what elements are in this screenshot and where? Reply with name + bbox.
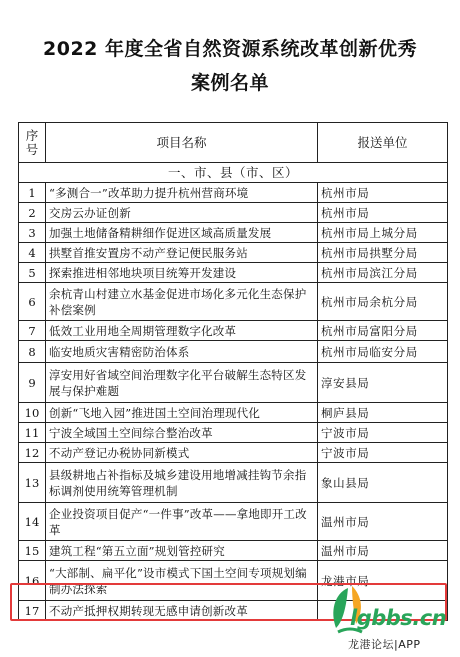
reporting-unit: 杭州市局滨江分局 <box>318 263 448 283</box>
project-name: 不动产登记办税协同新模式 <box>46 443 318 463</box>
section-label: 一、市、县（市、区） <box>19 163 448 183</box>
table-row <box>19 183 448 203</box>
table-row <box>19 321 448 341</box>
project-name: 企业投资项目促产“一件事”改革——拿地即开工改革 <box>46 503 318 541</box>
project-name: 创新“飞地入园”推进国土空间治理现代化 <box>46 403 318 423</box>
reporting-unit: 温州市局 <box>318 541 448 561</box>
project-name: 交房云办证创新 <box>46 203 318 223</box>
table-row <box>19 443 448 463</box>
row-number: 5 <box>19 263 46 283</box>
project-name: 余杭青山村建立水基金促进市场化多元化生态保护补偿案例 <box>46 283 318 321</box>
project-name: “大部制、扁平化”设市模式下国土空间专项规划编制办法探索 <box>46 561 318 601</box>
project-name: 加强土地储备精耕细作促进区域高质量发展 <box>46 223 318 243</box>
reporting-unit: 宁波市局 <box>318 423 448 443</box>
reporting-unit: 杭州市局临安分局 <box>318 341 448 363</box>
document-title-line-1: 2022 年度全省自然资源系统改革创新优秀 <box>43 38 417 60</box>
row-number: 4 <box>19 243 46 263</box>
reporting-unit: 象山县局 <box>318 463 448 503</box>
table-body <box>19 163 448 621</box>
project-name: “多测合一”改革助力提升杭州营商环境 <box>46 183 318 203</box>
reporting-unit: 杭州市局富阳分局 <box>318 321 448 341</box>
table-row <box>19 463 448 503</box>
watermark-site-text: lgbbs.cn <box>350 606 447 630</box>
table-row <box>19 223 448 243</box>
table-row <box>19 363 448 403</box>
table-row <box>19 541 448 561</box>
row-number: 10 <box>19 403 46 423</box>
row-number: 11 <box>19 423 46 443</box>
reporting-unit: 杭州市局上城分局 <box>318 223 448 243</box>
document-title-line-2: 案例名单 <box>190 72 269 94</box>
header-unit: 报送单位 <box>318 123 448 163</box>
row-number: 17 <box>19 601 46 621</box>
row-number: 15 <box>19 541 46 561</box>
watermark <box>328 584 458 656</box>
table-row <box>19 403 448 423</box>
reporting-unit: 杭州市局余杭分局 <box>318 283 448 321</box>
table-row <box>19 283 448 321</box>
row-number: 1 <box>19 183 46 203</box>
project-name: 县级耕地占补指标及城乡建设用地增减挂钩节余指标调剂使用统筹管理机制 <box>46 463 318 503</box>
project-name: 淳安用好省域空间治理数字化平台破解生态特区发展与保护难题 <box>46 363 318 403</box>
row-number: 9 <box>19 363 46 403</box>
row-number: 13 <box>19 463 46 503</box>
watermark-subtitle: 龙港论坛|APP <box>348 638 421 651</box>
reporting-unit: 温州市局 <box>318 503 448 541</box>
case-list-table <box>18 122 448 621</box>
reporting-unit: 杭州市局 <box>318 203 448 223</box>
row-number: 14 <box>19 503 46 541</box>
row-number: 3 <box>19 223 46 243</box>
table-row <box>19 263 448 283</box>
table-row <box>19 203 448 223</box>
table-row <box>19 243 448 263</box>
row-number: 6 <box>19 283 46 321</box>
project-name: 不动产抵押权期转现无感申请创新改革 <box>46 601 318 621</box>
row-number: 8 <box>19 341 46 363</box>
reporting-unit: 宁波市局 <box>318 443 448 463</box>
reporting-unit: 桐庐县局 <box>318 403 448 423</box>
table-row <box>19 423 448 443</box>
header-no: 序号 <box>19 123 46 163</box>
project-name: 宁波全域国土空间综合整治改革 <box>46 423 318 443</box>
reporting-unit: 杭州市局拱墅分局 <box>318 243 448 263</box>
row-number: 7 <box>19 321 46 341</box>
project-name: 临安地质灾害精密防治体系 <box>46 341 318 363</box>
project-name: 建筑工程“第五立面”规划管控研究 <box>46 541 318 561</box>
table-row <box>19 341 448 363</box>
reporting-unit: 杭州市局 <box>318 183 448 203</box>
project-name: 探索推进相邻地块项目统筹开发建设 <box>46 263 318 283</box>
table-header-row <box>19 123 448 163</box>
header-name: 项目名称 <box>46 123 318 163</box>
reporting-unit: 龙港市局 <box>318 561 448 601</box>
row-number: 2 <box>19 203 46 223</box>
table-row <box>19 503 448 541</box>
project-name: 拱墅首推安置房不动产登记便民服务站 <box>46 243 318 263</box>
row-number: 16 <box>19 561 46 601</box>
section-row <box>19 163 448 183</box>
row-number: 12 <box>19 443 46 463</box>
reporting-unit: 淳安县局 <box>318 363 448 403</box>
project-name: 低效工业用地全周期管理数字化改革 <box>46 321 318 341</box>
